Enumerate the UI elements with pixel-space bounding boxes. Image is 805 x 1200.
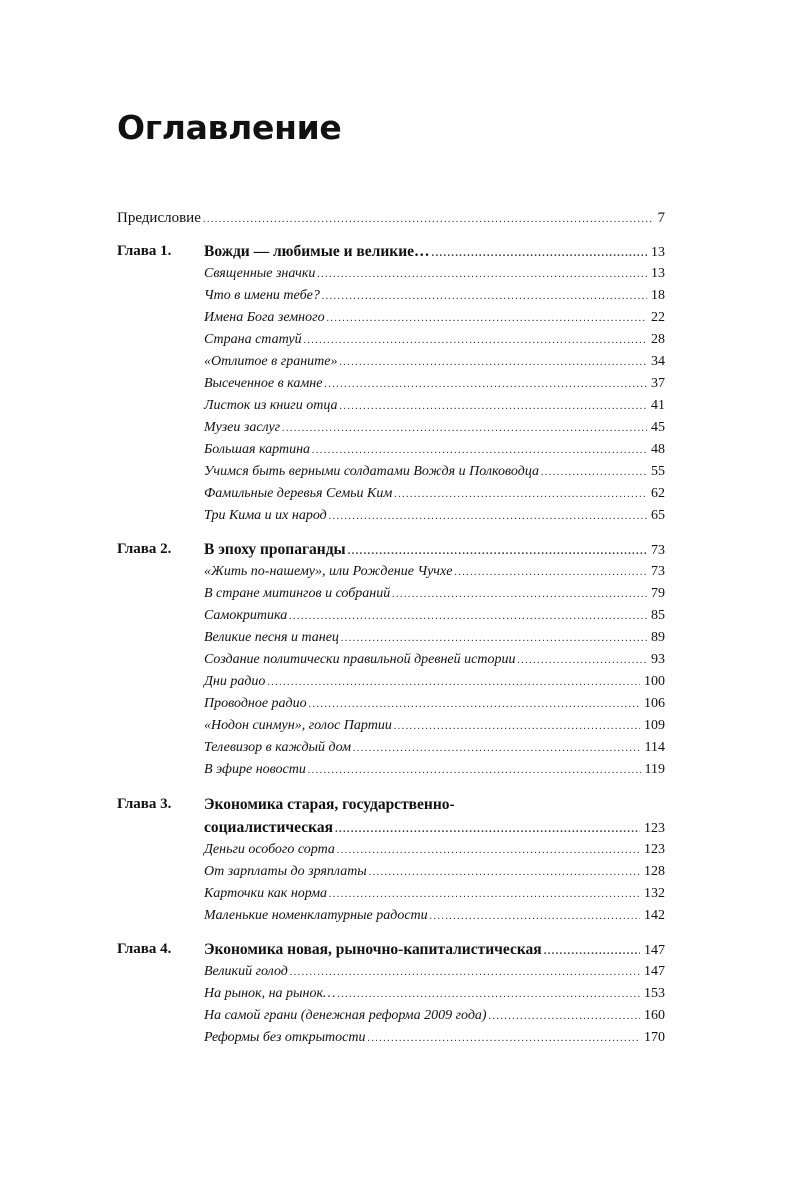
toc-section[interactable] — [204, 718, 665, 742]
dot-leader — [369, 867, 640, 878]
dot-leader — [489, 1011, 640, 1022]
toc-page-number: 85 — [651, 608, 665, 623]
section-title: Реформы без открытости — [204, 1030, 366, 1045]
toc-section[interactable] — [204, 376, 665, 400]
chapter-number: Глава 4. — [117, 941, 172, 957]
toc-section[interactable] — [204, 398, 665, 422]
dot-leader — [309, 699, 640, 710]
toc-section[interactable] — [204, 908, 665, 932]
toc-page-number: 114 — [644, 740, 665, 755]
section-title: От зарплаты до зряплаты — [204, 864, 367, 879]
toc-section[interactable] — [204, 1008, 665, 1032]
toc-page-number: 28 — [651, 332, 665, 347]
section-title: Большая картина — [204, 442, 311, 457]
chapter-title: В эпоху пропаганды — [204, 541, 346, 558]
section-title: Высеченное в камне — [204, 376, 323, 391]
toc-page-number: 13 — [651, 266, 665, 281]
toc-section[interactable] — [204, 964, 665, 988]
section-title: Дни радио — [204, 674, 266, 689]
dot-leader — [541, 467, 647, 478]
dot-leader — [430, 911, 640, 922]
section-title: В эфире новости — [204, 762, 306, 777]
dot-leader — [329, 889, 640, 900]
dot-leader — [341, 633, 647, 644]
section-title: «Нодон синмун», голос Партии — [204, 718, 392, 733]
toc-page-number: 147 — [644, 943, 665, 958]
dot-leader — [312, 445, 647, 456]
toc-section[interactable] — [204, 288, 665, 312]
toc-page-number: 41 — [651, 398, 665, 413]
toc-section[interactable] — [204, 886, 665, 910]
toc-page-number: 37 — [651, 376, 665, 391]
section-title: Карточки как норма — [204, 886, 328, 901]
dot-leader — [432, 248, 647, 259]
dot-leader — [290, 967, 640, 978]
dot-leader — [324, 379, 647, 390]
toc-chapter-2[interactable] — [204, 541, 665, 565]
dot-leader — [203, 214, 654, 225]
section-title: Листок из книги отца — [204, 398, 338, 413]
toc-page-number: 123 — [644, 821, 665, 836]
toc-section[interactable] — [204, 864, 665, 888]
section-title: Маленькие номенклатурные радости — [204, 908, 428, 923]
section-title: Самокритика — [204, 608, 288, 623]
section-title: В стране митингов и собраний — [204, 586, 391, 601]
dot-leader — [337, 845, 640, 856]
toc-section[interactable] — [204, 332, 665, 356]
dot-leader — [327, 313, 647, 324]
toc-page-number: 160 — [644, 1008, 665, 1023]
toc-section[interactable] — [204, 608, 665, 632]
chapter-title: Экономика новая, рыночно-капиталистическая — [204, 941, 542, 958]
toc-section[interactable] — [204, 310, 665, 334]
dot-leader — [392, 589, 647, 600]
section-title: Музеи заслуг — [204, 420, 281, 435]
toc-section[interactable] — [204, 508, 665, 532]
section-title: Деньги особого сорта — [204, 842, 335, 857]
toc-page-number: 109 — [644, 718, 665, 733]
dot-leader — [353, 743, 641, 754]
toc-page-number: 73 — [651, 564, 665, 579]
toc-page-number: 170 — [644, 1030, 665, 1045]
dot-leader — [317, 269, 647, 280]
dot-leader — [544, 946, 640, 957]
toc-section[interactable] — [204, 762, 665, 786]
dot-leader — [348, 546, 647, 557]
toc-section[interactable] — [204, 652, 665, 676]
toc-section[interactable] — [204, 266, 665, 290]
section-title: На самой грани (денежная реформа 2009 года) — [204, 1008, 487, 1023]
chapter-title: социалистическая — [204, 819, 333, 836]
dot-leader — [335, 824, 640, 835]
section-title: «Жить по-нашему», или Рождение Чучхе — [204, 564, 453, 579]
toc-section[interactable] — [204, 842, 665, 866]
toc-section[interactable] — [204, 674, 665, 698]
dot-leader — [394, 721, 640, 732]
toc-section[interactable] — [204, 442, 665, 466]
toc-page-number: 45 — [651, 420, 665, 435]
chapter-title-line1[interactable]: Экономика старая, государственно- — [204, 796, 455, 813]
section-title: Великий голод — [204, 964, 288, 979]
dot-leader — [322, 291, 647, 302]
toc-page-number: 123 — [644, 842, 665, 857]
toc-page-number: 128 — [644, 864, 665, 879]
section-title: Фамильные деревья Семьи Ким — [204, 486, 393, 501]
dot-leader — [267, 677, 640, 688]
toc-section[interactable] — [204, 420, 665, 444]
toc-page-number: 62 — [651, 486, 665, 501]
section-title: Страна статуй — [204, 332, 302, 347]
dot-leader — [368, 1033, 641, 1044]
dot-leader — [454, 567, 647, 578]
section-title: Учимся быть верными солдатами Вождя и Полководца — [204, 464, 539, 479]
toc-page-number: 73 — [651, 543, 665, 558]
section-title: Великие песня и танец — [204, 630, 339, 645]
toc-page-number: 65 — [651, 508, 665, 523]
section-title: Проводное радио — [204, 696, 307, 711]
toc-chapter-1[interactable] — [204, 243, 665, 267]
toc-section[interactable] — [204, 740, 665, 764]
toc-page-number: 119 — [644, 762, 665, 777]
dot-leader — [282, 423, 647, 434]
dot-leader — [304, 335, 647, 346]
toc-page-number: 79 — [651, 586, 665, 601]
toc-page-number: 7 — [657, 210, 665, 226]
dot-leader — [329, 511, 647, 522]
section-title: На рынок, на рынок… — [204, 986, 336, 1001]
toc-section[interactable] — [204, 696, 665, 720]
toc-page-number: 48 — [651, 442, 665, 457]
toc-page-number: 147 — [644, 964, 665, 979]
toc-chapter-4[interactable] — [204, 941, 665, 965]
toc-page-number: 100 — [644, 674, 665, 689]
toc-page-number: 22 — [651, 310, 665, 325]
toc-section[interactable] — [204, 486, 665, 510]
toc-section[interactable] — [204, 354, 665, 378]
section-title: Создание политически правильной древней истории — [204, 652, 516, 667]
toc-page-number: 106 — [644, 696, 665, 711]
toc-section[interactable] — [204, 986, 665, 1010]
toc-page-number: 18 — [651, 288, 665, 303]
toc-page-number: 132 — [644, 886, 665, 901]
toc-chapter-3[interactable] — [204, 819, 665, 843]
toc-page-number: 93 — [651, 652, 665, 667]
dot-leader — [289, 611, 647, 622]
dot-leader — [340, 401, 647, 412]
toc-section[interactable] — [204, 464, 665, 488]
chapter-number: Глава 1. — [117, 243, 172, 259]
section-title: Священные значки — [204, 266, 316, 281]
toc-page-number: 55 — [651, 464, 665, 479]
dot-leader — [337, 989, 640, 1000]
toc-section[interactable] — [204, 630, 665, 654]
toc-page-number: 153 — [644, 986, 665, 1001]
toc-page-number: 13 — [651, 245, 665, 260]
dot-leader — [339, 357, 647, 368]
toc-entry-label: Предисловие — [117, 210, 201, 226]
section-title: Что в имени тебе? — [204, 288, 320, 303]
chapter-title: Вожди — любимые и великие… — [204, 243, 430, 260]
dot-leader — [517, 655, 647, 666]
toc-page-number: 89 — [651, 630, 665, 645]
chapter-number: Глава 2. — [117, 541, 172, 557]
section-title: Имена Бога земного — [204, 310, 325, 325]
dot-leader — [308, 765, 641, 776]
section-title: Три Кима и их народ — [204, 508, 327, 523]
toc-section[interactable] — [204, 586, 665, 610]
toc-page-number: 34 — [651, 354, 665, 369]
dot-leader — [394, 489, 647, 500]
toc-section[interactable] — [204, 564, 665, 588]
toc-entry-preface[interactable] — [117, 210, 665, 234]
toc-section[interactable] — [204, 1030, 665, 1054]
section-title: Телевизор в каждый дом — [204, 740, 352, 755]
page-title: Оглавление — [117, 108, 342, 147]
chapter-number: Глава 3. — [117, 796, 172, 812]
toc-page-number: 142 — [644, 908, 665, 923]
section-title: «Отлитое в граните» — [204, 354, 338, 369]
